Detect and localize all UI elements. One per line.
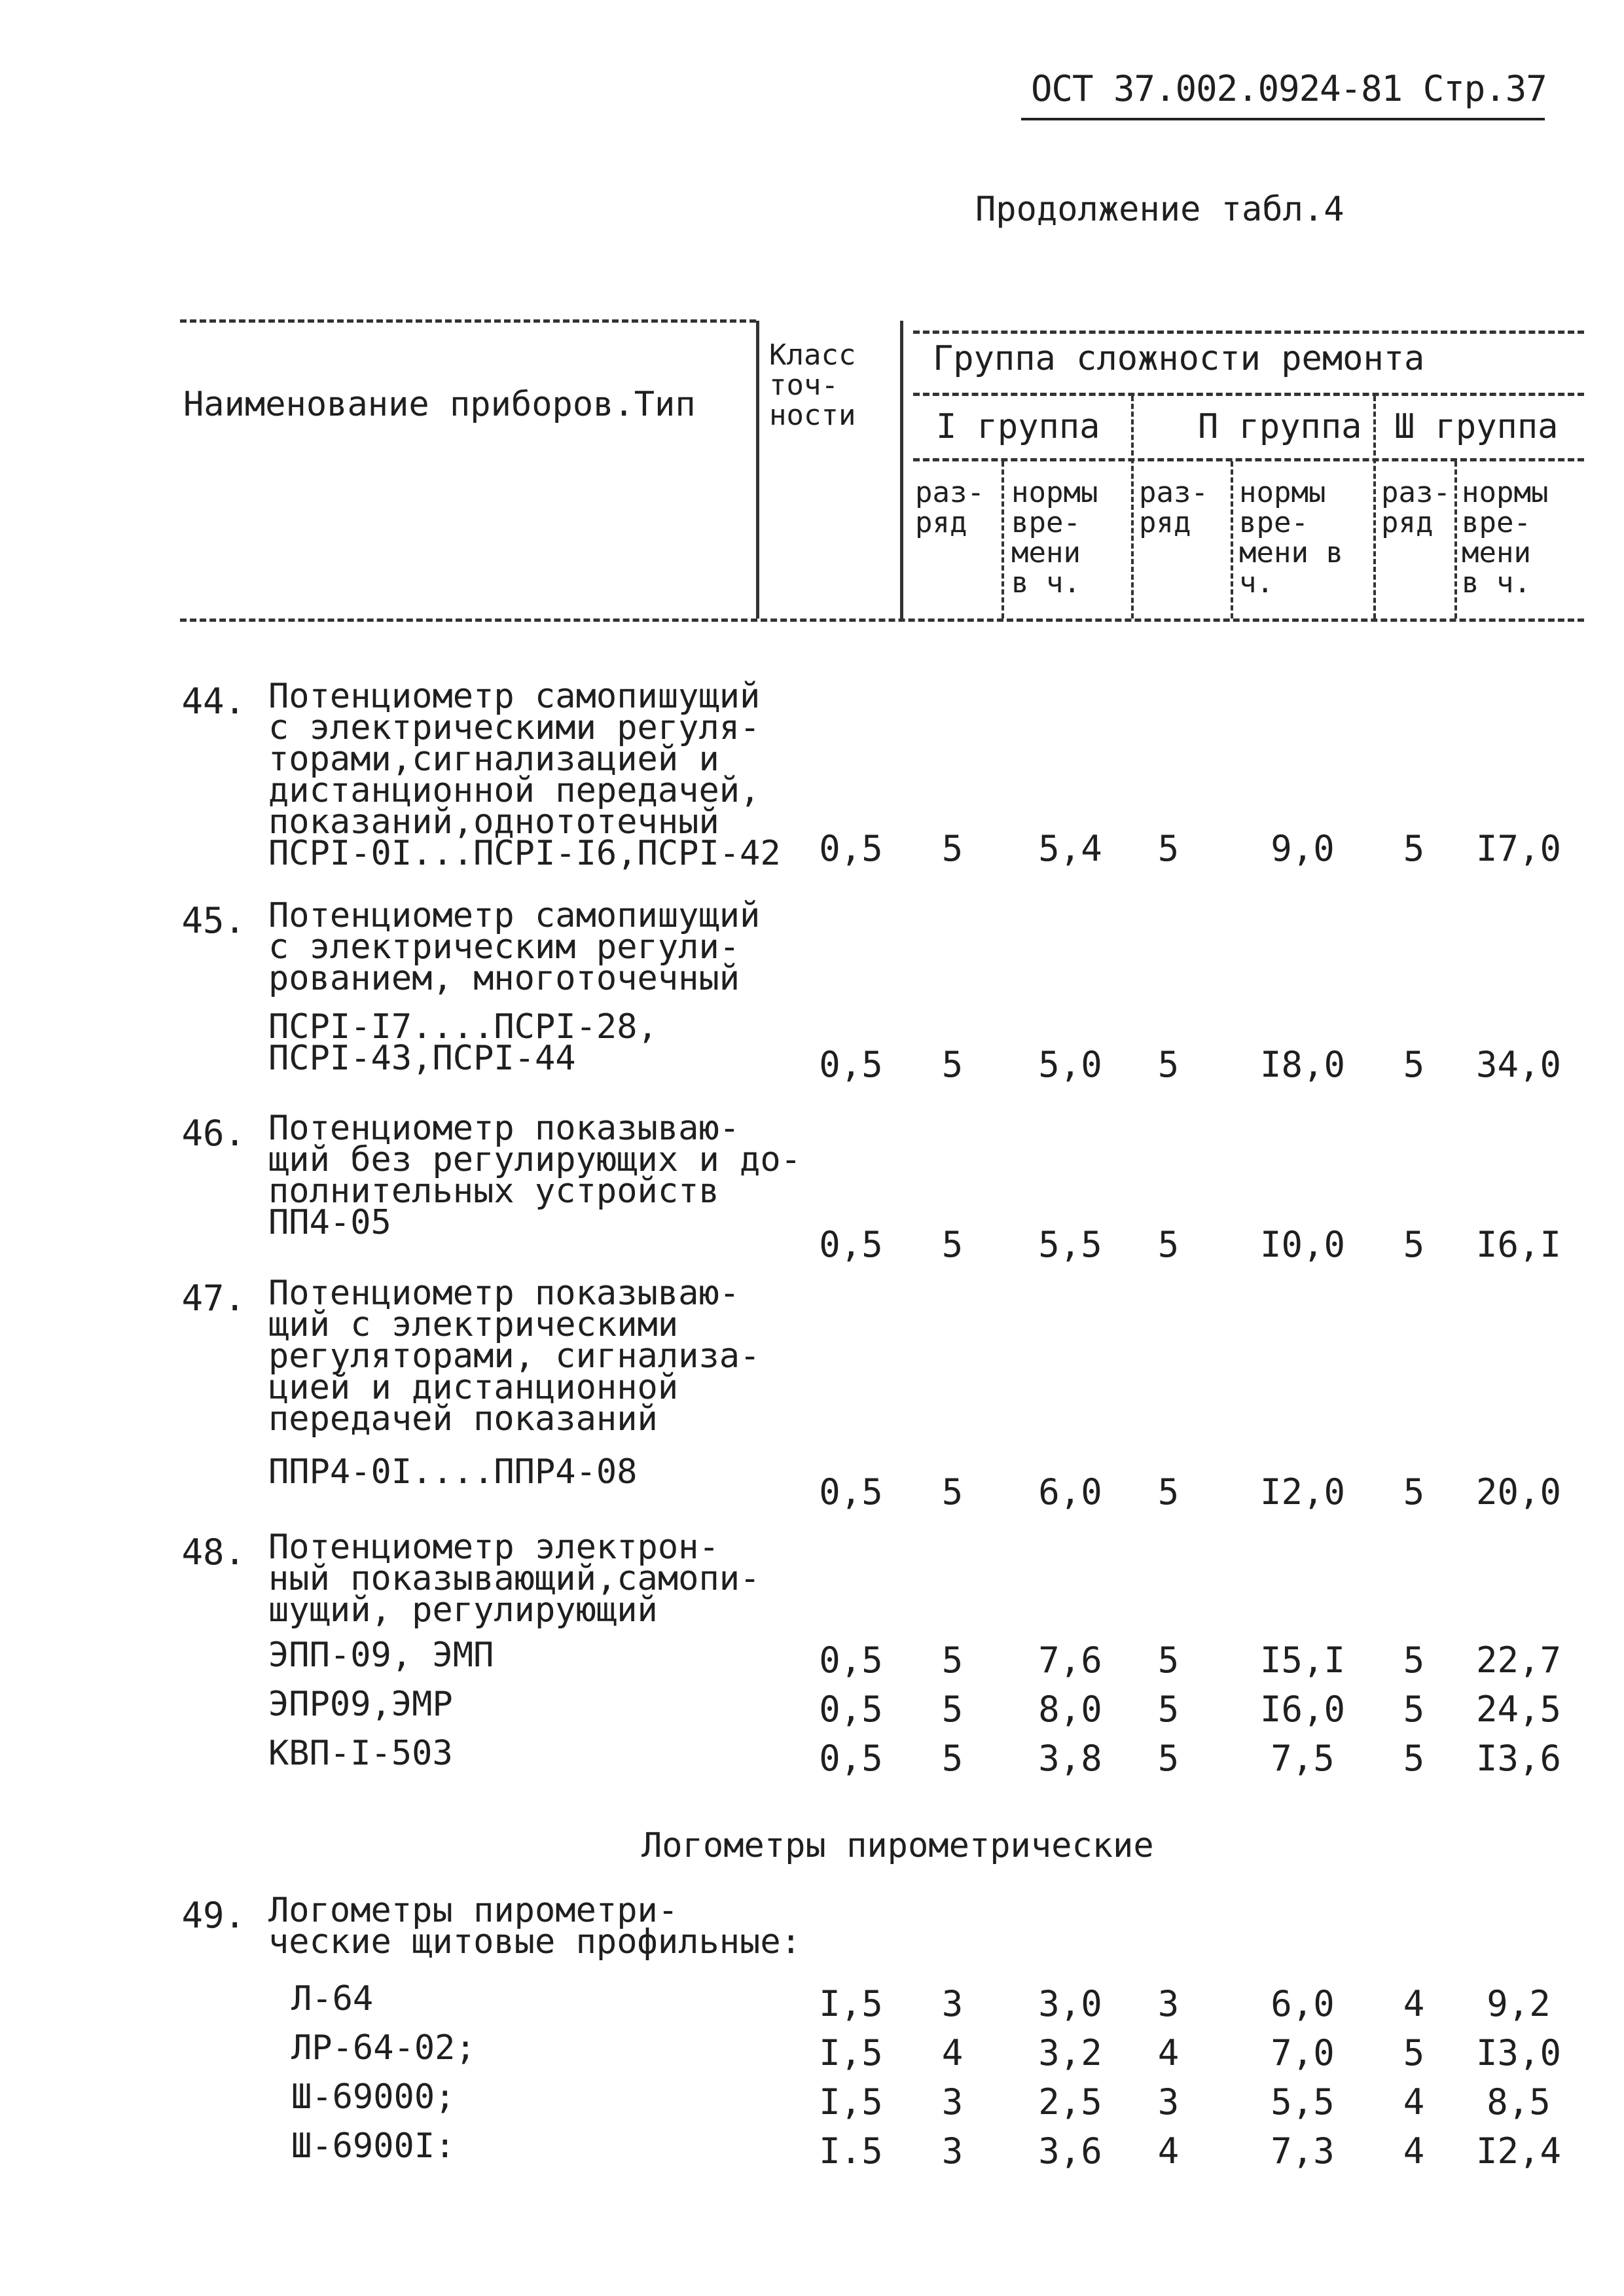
name-column-header: Наименование приборов.Тип	[183, 385, 696, 424]
table-cell: 5	[941, 1471, 964, 1513]
item-name: ЛР-64-02;	[291, 2028, 476, 2068]
table-cell: 4	[941, 2032, 964, 2073]
table-cell: I0,0	[1259, 1224, 1346, 1265]
item-name: Л-64	[291, 1979, 374, 2018]
table-cell: 0,5	[819, 828, 883, 869]
table-cell: 9,0	[1271, 828, 1335, 869]
table-cell: 0,5	[819, 1044, 883, 1085]
table-cell: 3,0	[1038, 1983, 1102, 2024]
g2-sub-divider	[1231, 461, 1233, 619]
table-cell: 7,5	[1271, 1738, 1335, 1779]
table-cell: I3,0	[1475, 2032, 1562, 2073]
g3-norm-header: нормы вре- мени в ч.	[1462, 476, 1549, 600]
item-name: КВП-I-503	[268, 1734, 453, 1773]
table-cell: 5	[1157, 1224, 1180, 1265]
table-cell: 8,5	[1487, 2081, 1551, 2123]
table-cell: 5	[1157, 1689, 1180, 1730]
group-2-label: П группа	[1198, 407, 1362, 446]
header-underline	[1021, 118, 1545, 120]
table-cell: 9,2	[1487, 1983, 1551, 2024]
g2-rank-header: раз- ряд	[1139, 476, 1208, 539]
g3-rank-header: раз- ряд	[1381, 476, 1451, 539]
item-name: ПСРI-I7....ПСРI-28, ПСРI-43,ПСРI-44	[268, 1007, 658, 1078]
table-cell: 3,6	[1038, 2130, 1102, 2172]
table-cell: 5	[1157, 1738, 1180, 1779]
table-cell: 0,5	[819, 1738, 883, 1779]
group-title: Группа сложности ремонта	[933, 339, 1425, 378]
item-name: Логометры пирометри- ческие щитовые профильные:	[268, 1891, 801, 1962]
table-cell: 5	[1157, 1471, 1180, 1513]
table-cell: 5	[1403, 1640, 1425, 1681]
table-cell: 24,5	[1475, 1689, 1562, 1730]
item-name: Потенциометр самопишущий с электрическими регуля- торами,сигнализацией и дистанционной передачей, показаний,однототечный ПСРI-0I...ПСРI-I6,ПСРI-42	[268, 677, 781, 873]
group-names-rule	[913, 458, 1584, 461]
item-number: 46.	[181, 1113, 245, 1154]
table-cell: 5	[941, 1224, 964, 1265]
g2-norm-header: нормы вре- мени в ч.	[1239, 476, 1343, 600]
table-cell: 0,5	[819, 1471, 883, 1513]
document-header: ОСТ 37.002.0924-81 Стр.37	[1031, 68, 1547, 109]
table-cell: I,5	[819, 2032, 883, 2073]
table-cell: 3,2	[1038, 2032, 1102, 2073]
item-name: Потенциометр электрон- ный показывающий,самопи- шущий, регулирующий	[268, 1528, 761, 1630]
item-name: ЭПР09,ЭМР	[268, 1685, 453, 1724]
table-cell: 7,6	[1038, 1640, 1102, 1681]
table-cell: 5	[1157, 1044, 1180, 1085]
table-cell: 5	[1403, 1738, 1425, 1779]
g1-norm-header: нормы вре- мени в ч.	[1011, 476, 1098, 600]
table-cell: 22,7	[1475, 1640, 1562, 1681]
table-cell: I,5	[819, 1983, 883, 2024]
table-cell: 5	[941, 1738, 964, 1779]
table-cell: I,5	[819, 2081, 883, 2123]
section-title: Логометры пирометрические	[641, 1826, 1154, 1865]
table-cell: 0,5	[819, 1224, 883, 1265]
group2-right-border	[1373, 396, 1376, 619]
item-number: 44.	[181, 681, 245, 722]
item-name: Ш-69000;	[291, 2077, 456, 2117]
table-cell: I6,I	[1475, 1224, 1562, 1265]
g1-rank-header: раз- ряд	[915, 476, 984, 539]
table-cell: 4	[1403, 2130, 1425, 2172]
table-cell: I5,I	[1259, 1640, 1346, 1681]
item-number: 48.	[181, 1532, 245, 1573]
class-column-header: Класс точ- ности	[769, 338, 856, 432]
table-cell: 5	[1157, 1640, 1180, 1681]
table-cell: 7,0	[1271, 2032, 1335, 2073]
table-cell: 7,3	[1271, 2130, 1335, 2172]
table-cell: 5	[1403, 828, 1425, 869]
table-cell: I2,4	[1475, 2130, 1562, 2172]
table-cell: 2,5	[1038, 2081, 1102, 2123]
item-number: 45.	[181, 900, 245, 941]
table-cell: I8,0	[1259, 1044, 1346, 1085]
group-title-rule	[913, 393, 1584, 396]
table-cell: 5,5	[1038, 1224, 1102, 1265]
class-col-left-border	[756, 321, 759, 619]
table-cell: 5	[1403, 1689, 1425, 1730]
group-3-label: Ш группа	[1394, 407, 1559, 446]
table-cell: 5	[941, 1640, 964, 1681]
table-cell: 3	[941, 2081, 964, 2123]
table-continuation-caption: Продолжение табл.4	[975, 190, 1344, 229]
table-cell: 3	[941, 2130, 964, 2172]
item-name: Потенциометр показываю- щий без регулирующих и до- полнительных устройств ПП4-05	[268, 1109, 801, 1242]
head-top-rule-right	[913, 331, 1584, 334]
table-cell: 3	[1157, 2081, 1180, 2123]
table-cell: 4	[1157, 2032, 1180, 2073]
item-number: 49.	[181, 1895, 245, 1936]
group1-right-border	[1131, 396, 1134, 619]
table-cell: 5	[1403, 2032, 1425, 2073]
head-top-rule-left	[180, 319, 756, 323]
table-cell: 5	[1403, 1224, 1425, 1265]
table-cell: I3,6	[1475, 1738, 1562, 1779]
table-cell: 34,0	[1475, 1044, 1562, 1085]
table-cell: 5	[941, 1044, 964, 1085]
class-col-right-border	[900, 321, 903, 619]
table-cell: I.5	[819, 2130, 883, 2172]
table-cell: 3	[1157, 1983, 1180, 2024]
table-cell: 20,0	[1475, 1471, 1562, 1513]
table-cell: 6,0	[1271, 1983, 1335, 2024]
table-cell: 5	[1157, 828, 1180, 869]
table-cell: 5,0	[1038, 1044, 1102, 1085]
item-name: ППР4-0I....ППР4-08	[268, 1452, 638, 1492]
g1-sub-divider	[1001, 461, 1004, 619]
table-cell: 0,5	[819, 1689, 883, 1730]
table-cell: I6,0	[1259, 1689, 1346, 1730]
table-cell: 4	[1403, 1983, 1425, 2024]
item-name: ЭПП-09, ЭМП	[268, 1636, 494, 1675]
table-cell: 5,5	[1271, 2081, 1335, 2123]
item-name: Потенциометр показываю- щий с электрическими регуляторами, сигнализа- цией и дистанционной передачей показаний	[268, 1274, 761, 1439]
table-cell: 6,0	[1038, 1471, 1102, 1513]
table-cell: 3,8	[1038, 1738, 1102, 1779]
head-bottom-rule	[180, 619, 1584, 622]
table-cell: 4	[1157, 2130, 1180, 2172]
item-number: 47.	[181, 1278, 245, 1319]
g3-sub-divider	[1454, 461, 1457, 619]
item-name: Ш-6900I:	[291, 2126, 456, 2166]
table-cell: 5,4	[1038, 828, 1102, 869]
table-cell: I7,0	[1475, 828, 1562, 869]
table-cell: 0,5	[819, 1640, 883, 1681]
table-cell: I2,0	[1259, 1471, 1346, 1513]
table-cell: 5	[1403, 1471, 1425, 1513]
group-1-label: I группа	[936, 407, 1100, 446]
table-cell: 4	[1403, 2081, 1425, 2123]
table-cell: 3	[941, 1983, 964, 2024]
table-cell: 5	[941, 1689, 964, 1730]
table-cell: 8,0	[1038, 1689, 1102, 1730]
table-cell: 5	[941, 828, 964, 869]
table-cell: 5	[1403, 1044, 1425, 1085]
item-name: Потенциометр самопишущий с электрическим регули- рованием, многоточечный	[268, 896, 761, 998]
